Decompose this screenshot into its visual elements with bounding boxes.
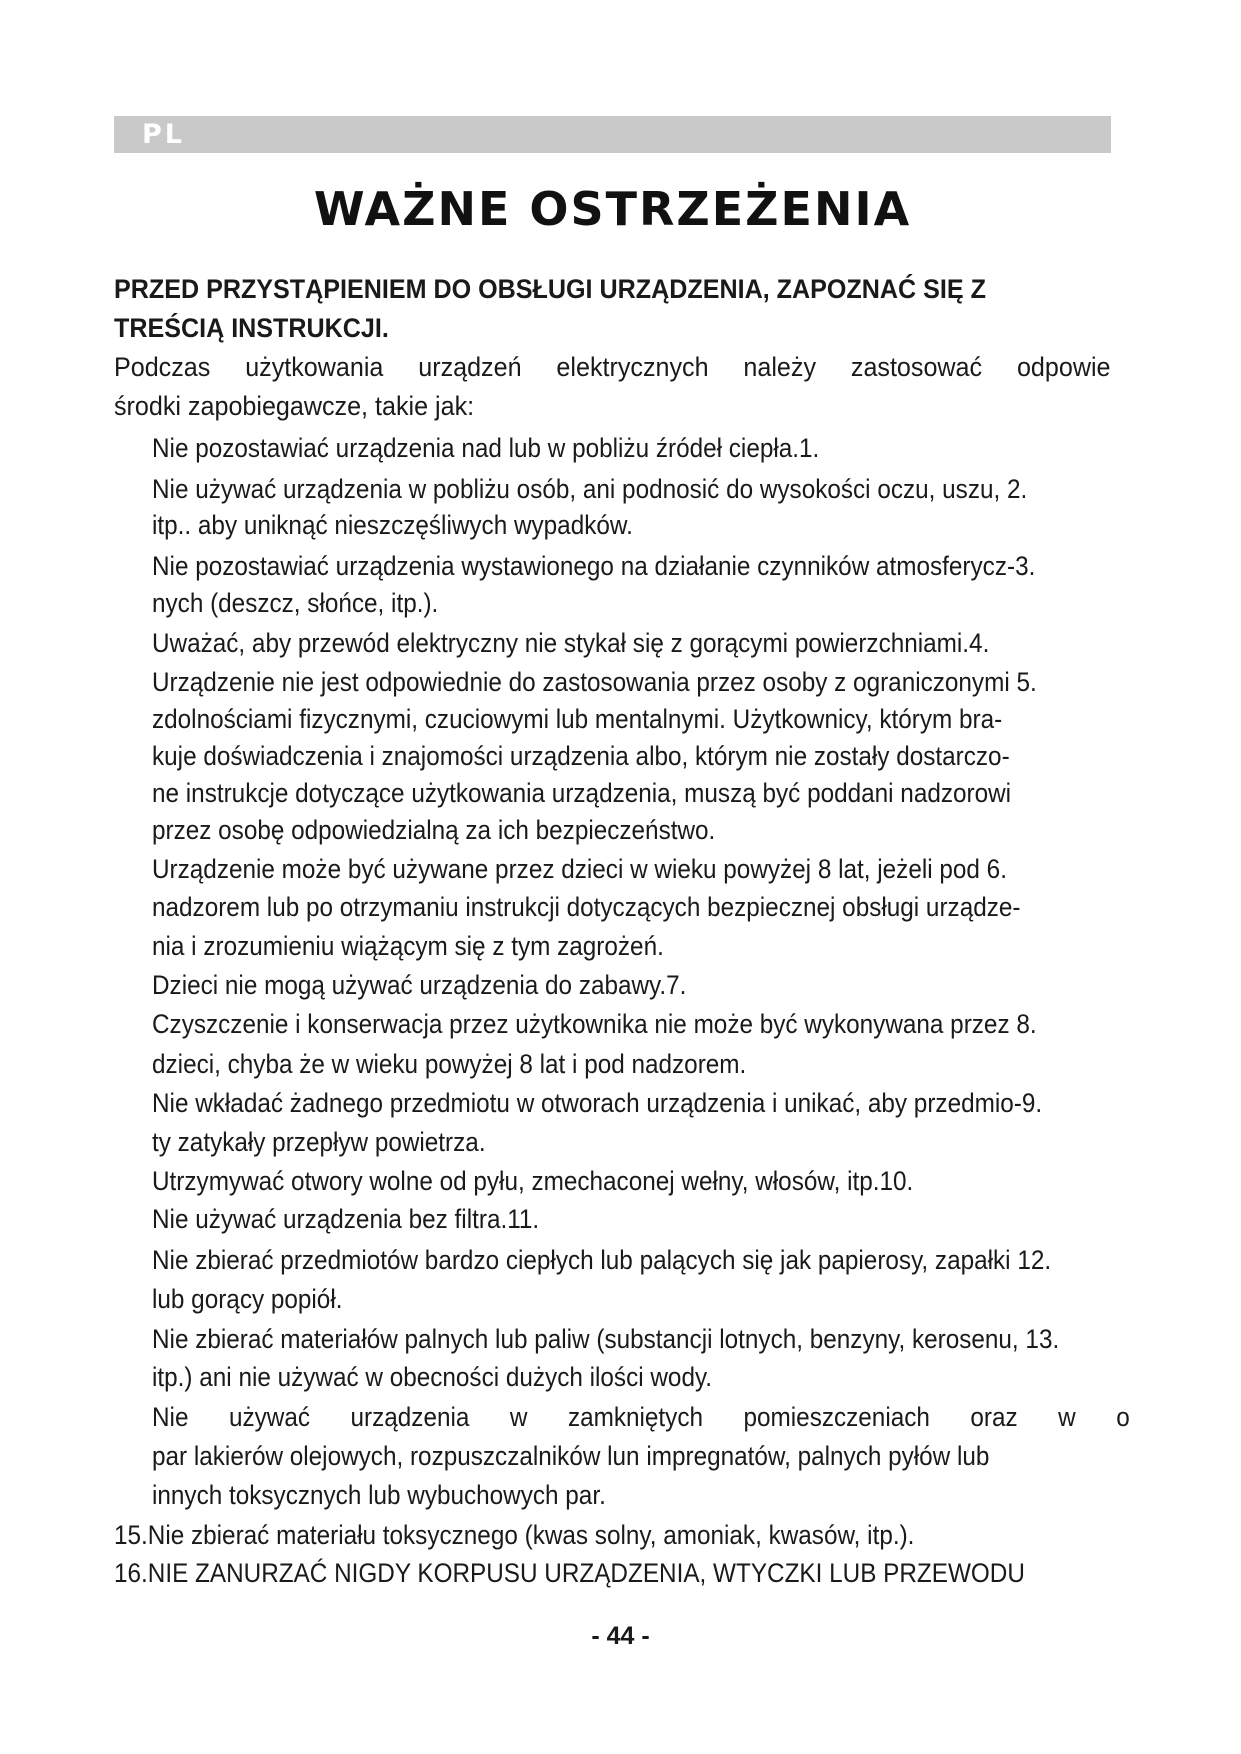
- list-item: Nie używać urządzenia w zamkniętych pomieszczeniach oraz w o: [152, 1402, 1130, 1432]
- intro-paragraph-line: Podczas użytkowania urządzeń elektrycznych należy zastosować odpowie: [114, 352, 1111, 382]
- list-item: ne instrukcje dotyczące użytkowania urządzenia, muszą być poddani nadzorowi: [152, 778, 1012, 808]
- page-number: - 44 -: [591, 1622, 650, 1650]
- list-item: Nie zbierać materiałów palnych lub paliw (substancji lotnych, benzyny, kerosenu, 13.: [152, 1324, 1060, 1354]
- list-item: innych toksycznych lub wybuchowych par.: [152, 1480, 606, 1510]
- list-item: Nie używać urządzenia w pobliżu osób, ani podnosić do wysokości oczu, uszu, 2.: [152, 474, 1028, 504]
- list-item: dzieci, chyba że w wieku powyżej 8 lat i pod nadzorem.: [152, 1049, 747, 1079]
- intro-paragraph: [114, 348, 1128, 426]
- list-item: Nie używać urządzenia bez filtra.11.: [152, 1204, 540, 1234]
- intro-warning-line: PRZED PRZYSTĄPIENIEM DO OBSŁUGI URZĄDZENIA, ZAPOZNAĆ SIĘ Z: [114, 274, 986, 304]
- list-item: Utrzymywać otwory wolne od pyłu, zmechaconej wełny, włosów, itp.10.: [152, 1166, 914, 1196]
- list-item: Nie wkładać żadnego przedmiotu w otworach urządzenia i unikać, aby przedmio-9.: [152, 1088, 1043, 1118]
- page-title: WAŻNE OSTRZEŻENIA: [313, 182, 912, 236]
- language-bar: [114, 116, 1111, 153]
- list-item: Nie pozostawiać urządzenia wystawionego na działanie czynników atmosferycz-3.: [152, 551, 1036, 581]
- list-item: nia i zrozumieniu wiążącym się z tym zagrożeń.: [152, 931, 664, 961]
- list-item: par lakierów olejowych, rozpuszczalników lun impregnatów, palnych pyłów lub: [152, 1441, 990, 1471]
- list-item: lub gorący popiół.: [152, 1284, 343, 1314]
- list-item: Czyszczenie i konserwacja przez użytkownika nie może być wykonywana przez 8.: [152, 1009, 1037, 1039]
- list-item: nadzorem lub po otrzymaniu instrukcji dotyczących bezpiecznej obsługi urządze-: [152, 892, 1021, 922]
- list-item: itp.. aby uniknąć nieszczęśliwych wypadków.: [152, 510, 633, 540]
- list-item: ty zatykały przepływ powietrza.: [152, 1127, 486, 1157]
- list-item: Dzieci nie mogą używać urządzenia do zabawy.7.: [152, 970, 687, 1000]
- list-item: 16.NIE ZANURZAĆ NIGDY KORPUSU URZĄDZENIA, WTYCZKI LUB PRZEWODU: [114, 1558, 1025, 1588]
- list-item: Nie pozostawiać urządzenia nad lub w pobliżu źródeł ciepła.1.: [152, 433, 820, 463]
- list-item: nych (deszcz, słońce, itp.).: [152, 588, 439, 618]
- list-item: itp.) ani nie używać w obecności dużych ilości wody.: [152, 1362, 713, 1392]
- language-tag: PL: [142, 119, 185, 150]
- list-item: zdolnościami fizycznymi, czuciowymi lub mentalnymi. Użytkownicy, którym bra-: [152, 704, 1003, 734]
- list-item: przez osobę odpowiedzialną za ich bezpieczeństwo.: [152, 815, 716, 845]
- list-item: 15.Nie zbierać materiału toksycznego (kwas solny, amoniak, kwasów, itp.).: [114, 1520, 915, 1550]
- list-item: Urządzenie może być używane przez dzieci w wieku powyżej 8 lat, jeżeli pod 6.: [152, 854, 1007, 884]
- list-item: Urządzenie nie jest odpowiednie do zastosowania przez osoby z ograniczonymi 5.: [152, 667, 1037, 697]
- intro-paragraph-line: środki zapobiegawcze, takie jak:: [114, 391, 475, 421]
- intro-warning: [114, 270, 1111, 348]
- list-item: Nie zbierać przedmiotów bardzo ciepłych lub palących się jak papierosy, zapałki 12.: [152, 1245, 1052, 1275]
- list-item: Uważać, aby przewód elektryczny nie stykał się z gorącymi powierzchniami.4.: [152, 628, 990, 658]
- intro-warning-line: TREŚCIĄ INSTRUKCJI.: [114, 313, 389, 343]
- list-item: kuje doświadczenia i znajomości urządzenia albo, którym nie zostały dostarczo-: [152, 741, 1010, 771]
